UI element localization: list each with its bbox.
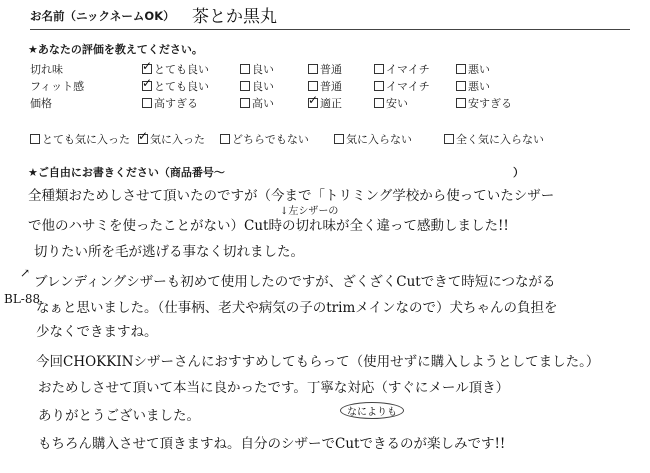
checkbox[interactable] [374, 81, 384, 91]
comment-insert-8: なによりも [340, 402, 404, 419]
rating-row [30, 61, 630, 77]
side-note-arrow: ↗ [20, 266, 31, 280]
rating-option[interactable] [456, 95, 512, 111]
comment-line-7: 今回CHOKKINシザーさんにおすすめしてもらって（使用せずに購入しようとしてました。） [36, 354, 600, 370]
rating-option-label: 悪い [468, 80, 490, 93]
rating-option-label: 良い [252, 80, 274, 93]
free-comment-title: ★ご自由にお書きください（商品番号～ [28, 166, 225, 179]
rating-option[interactable] [240, 61, 274, 77]
rating-section-title: ★あなたの評価を教えてください。 [28, 43, 203, 56]
checkbox[interactable] [456, 64, 466, 74]
name-label: お名前（ニックネームOK） [30, 9, 175, 23]
name-value: 茶とか黒丸 [192, 7, 277, 27]
checkbox[interactable] [240, 98, 250, 108]
satisfaction-option[interactable] [220, 131, 309, 147]
checkbox[interactable] [240, 64, 250, 74]
comment-line-1: 全種類おためしさせて頂いたのですが（今まで「トリミング学校から使っていたシザー [28, 188, 555, 204]
checkbox[interactable] [374, 98, 384, 108]
comment-line-5: なぁと思いました。（仕事柄、老犬や病気の子のtrimメインなので）犬ちゃんの負担を [36, 300, 558, 316]
comment-insert-1: ↓左シザーの [280, 206, 339, 217]
comment-line-2: で他のハサミを使ったことがない）Cut時の切れ味が全く違って感動しました!! [28, 218, 509, 234]
rating-option-label: 安い [386, 97, 408, 110]
rating-option[interactable] [308, 95, 342, 111]
checkbox[interactable] [220, 134, 230, 144]
rating-option[interactable] [142, 61, 209, 77]
checkbox[interactable] [444, 134, 454, 144]
satisfaction-option[interactable] [138, 131, 205, 147]
comment-line-6: 少なくできますね。 [36, 324, 158, 340]
checkbox[interactable] [142, 81, 152, 91]
rating-option[interactable] [240, 95, 274, 111]
comment-line-8: おためしさせて頂いて本当に良かったです。丁寧な対応（すぐにメール頂き） [38, 380, 510, 396]
comment-line-10: もちろん購入させて頂きますね。自分のシザーでCutできるのが楽しみです!! [38, 436, 506, 452]
satisfaction-option-label: 全く気に入らない [456, 133, 544, 146]
comment-line-3: 切りたい所を毛が逃げる事なく切れました。 [34, 244, 304, 260]
rating-option[interactable] [240, 78, 274, 94]
checkbox[interactable] [374, 64, 384, 74]
checkbox[interactable] [308, 64, 318, 74]
rating-row [30, 95, 630, 111]
rating-option-label: 高い [252, 97, 274, 110]
satisfaction-option[interactable] [334, 131, 412, 147]
rating-option-label: 普通 [320, 80, 342, 93]
checkbox[interactable] [142, 98, 152, 108]
rating-option[interactable] [142, 78, 209, 94]
satisfaction-option-label: とても気に入った [42, 133, 130, 146]
satisfaction-row [30, 131, 630, 147]
rating-option-label: イマイチ [386, 63, 430, 76]
rating-option[interactable] [142, 95, 198, 111]
checkbox[interactable] [142, 64, 152, 74]
rating-option-label: イマイチ [386, 80, 430, 93]
checkbox[interactable] [308, 98, 318, 108]
side-note-product-code: BL-88 [4, 292, 41, 306]
rating-row-label: 価格 [30, 97, 52, 110]
rating-row-label: フィット感 [30, 80, 85, 93]
checkbox[interactable] [334, 134, 344, 144]
rating-option[interactable] [456, 78, 490, 94]
rating-option[interactable] [374, 95, 408, 111]
rating-option-label: 安すぎる [468, 97, 512, 110]
comment-line-9: ありがとうございました。 [38, 408, 200, 424]
rating-option-label: 悪い [468, 63, 490, 76]
satisfaction-option[interactable] [30, 131, 130, 147]
rating-option-label: とても良い [154, 63, 209, 76]
checkbox[interactable] [240, 81, 250, 91]
rating-row-label: 切れ味 [30, 63, 63, 76]
comment-line-4: ブレンディングシザーも初めて使用したのですが、ざくざくCutできて時短につながる [34, 274, 556, 290]
checkbox[interactable] [456, 81, 466, 91]
free-comment-title-close: ） [513, 166, 524, 179]
rating-option-label: 適正 [320, 97, 342, 110]
satisfaction-option[interactable] [444, 131, 544, 147]
checkbox[interactable] [30, 134, 40, 144]
rating-option-label: とても良い [154, 80, 209, 93]
satisfaction-option-label: 気に入った [150, 133, 205, 146]
rating-option[interactable] [456, 61, 490, 77]
checkbox[interactable] [456, 98, 466, 108]
rating-option[interactable] [308, 61, 342, 77]
checkbox[interactable] [138, 134, 148, 144]
rating-row [30, 78, 630, 94]
rating-option-label: 高すぎる [154, 97, 198, 110]
satisfaction-option-label: 気に入らない [346, 133, 412, 146]
satisfaction-option-label: どちらでもない [232, 133, 309, 146]
rating-option[interactable] [308, 78, 342, 94]
rating-option-label: 良い [252, 63, 274, 76]
rating-option-label: 普通 [320, 63, 342, 76]
name-underline [30, 29, 630, 30]
rating-option[interactable] [374, 61, 430, 77]
rating-option[interactable] [374, 78, 430, 94]
checkbox[interactable] [308, 81, 318, 91]
